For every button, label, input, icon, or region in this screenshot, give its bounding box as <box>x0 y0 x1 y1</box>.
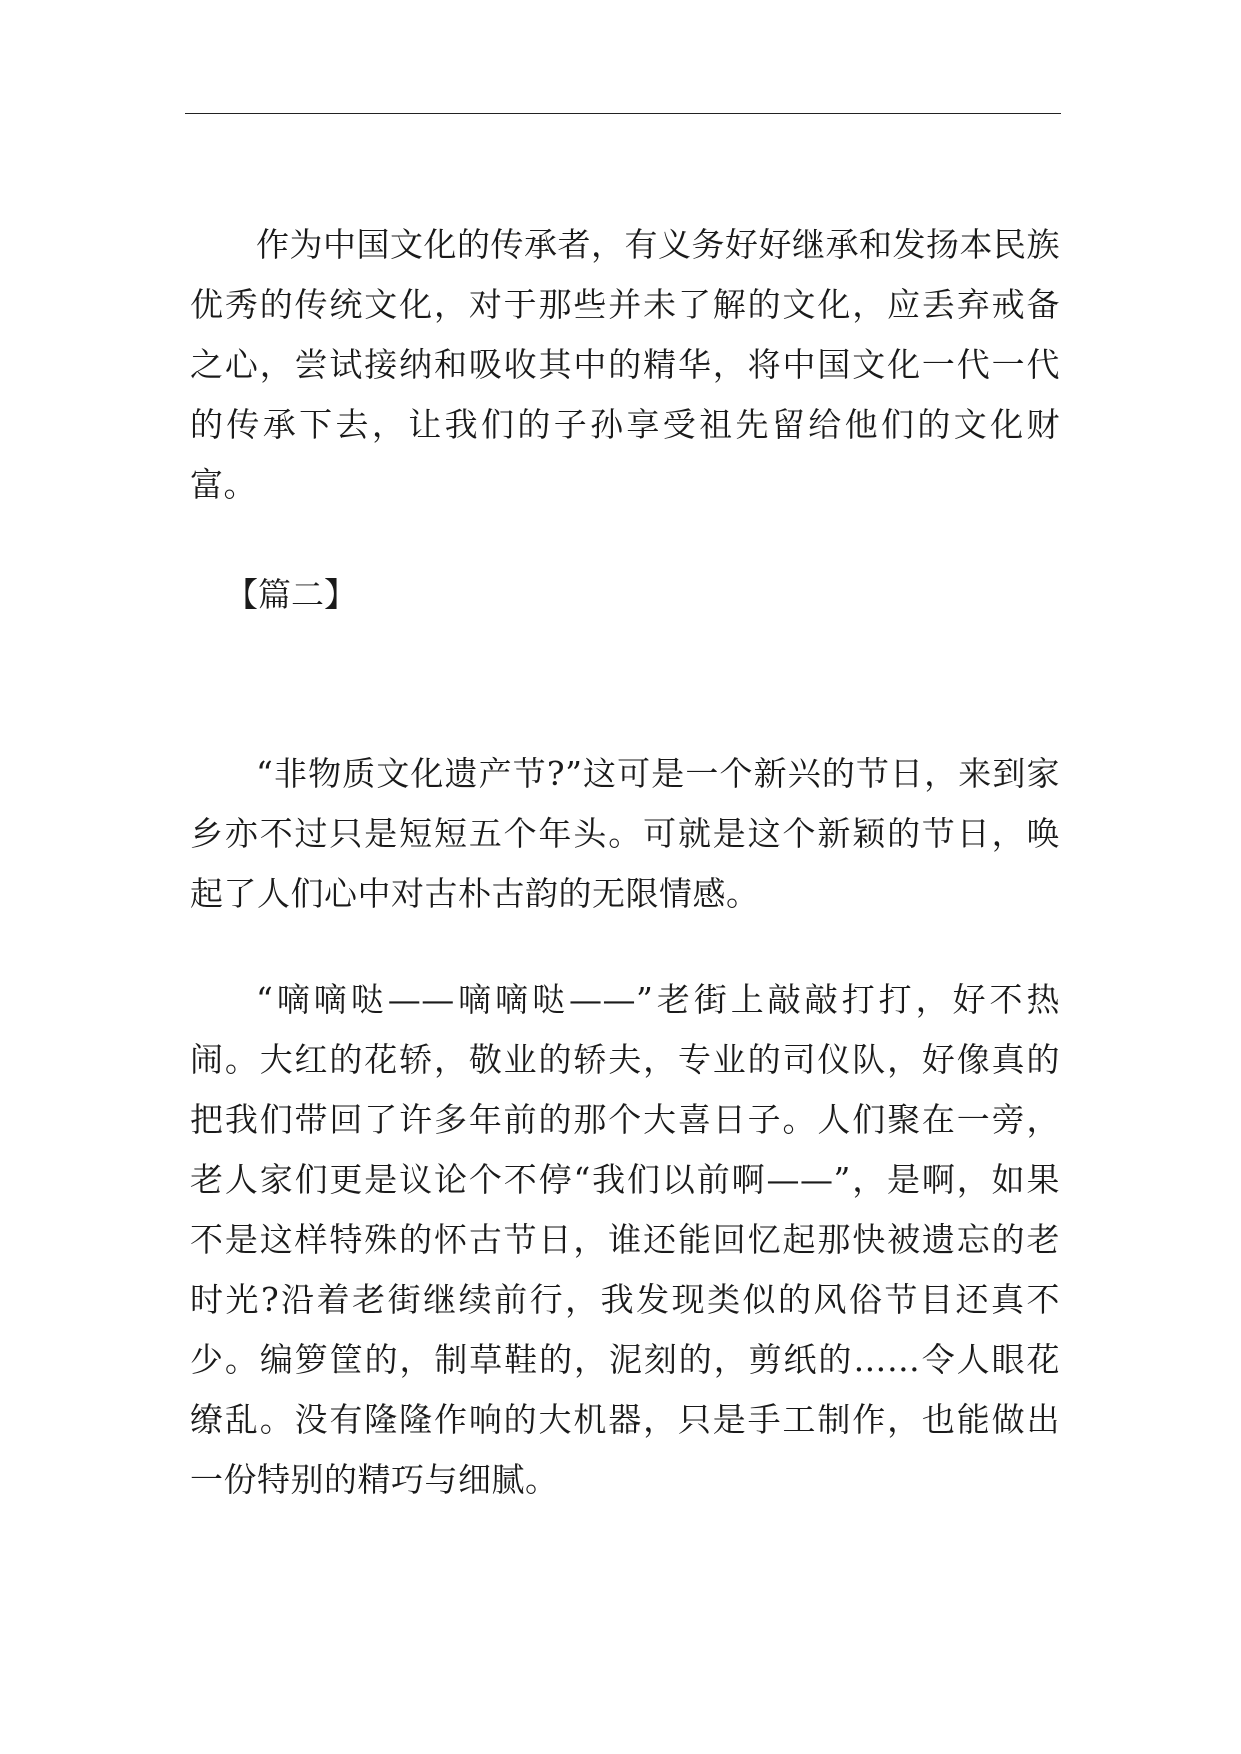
paragraph-old-street: “嘀嘀哒——嘀嘀哒——”老街上敲敲打打，好不热闹。大红的花轿，敬业的轿夫，专业的司仪队，好像真的把我们带回了许多年前的那个大喜日子。人们聚在一旁，老人家们更是议论个不停“我们以前啊——”，是啊，如果不是这样特殊的怀古节日，谁还能回忆起那快被遗忘的老时光?沿着老街继续前行，我发现类似的风俗节目还真不少。编箩筐的，制草鞋的，泥刻的，剪纸的……令人眼花缭乱。没有隆隆作响的大机器，只是手工制作，也能做出一份特别的精巧与细腻。 <box>190 980 1060 1499</box>
paragraph-heritage-festival: “非物质文化遗产节?”这可是一个新兴的节日，来到家乡亦不过只是短短五个年头。可就是这个新颖的节日，唤起了人们心中对古朴古韵的无限情感。 <box>190 754 1060 913</box>
section-heading: 【篇二】 <box>225 575 357 614</box>
header-rule <box>185 113 1061 114</box>
paragraph-inheritance: 作为中国文化的传承者，有义务好好继承和发扬本民族优秀的传统文化，对于那些并未了解的文化，应丢弃戒备之心，尝试接纳和吸收其中的精华，将中国文化一代一代的传承下去，让我们的子孙享受祖先留给他们的文化财富。 <box>190 225 1060 504</box>
